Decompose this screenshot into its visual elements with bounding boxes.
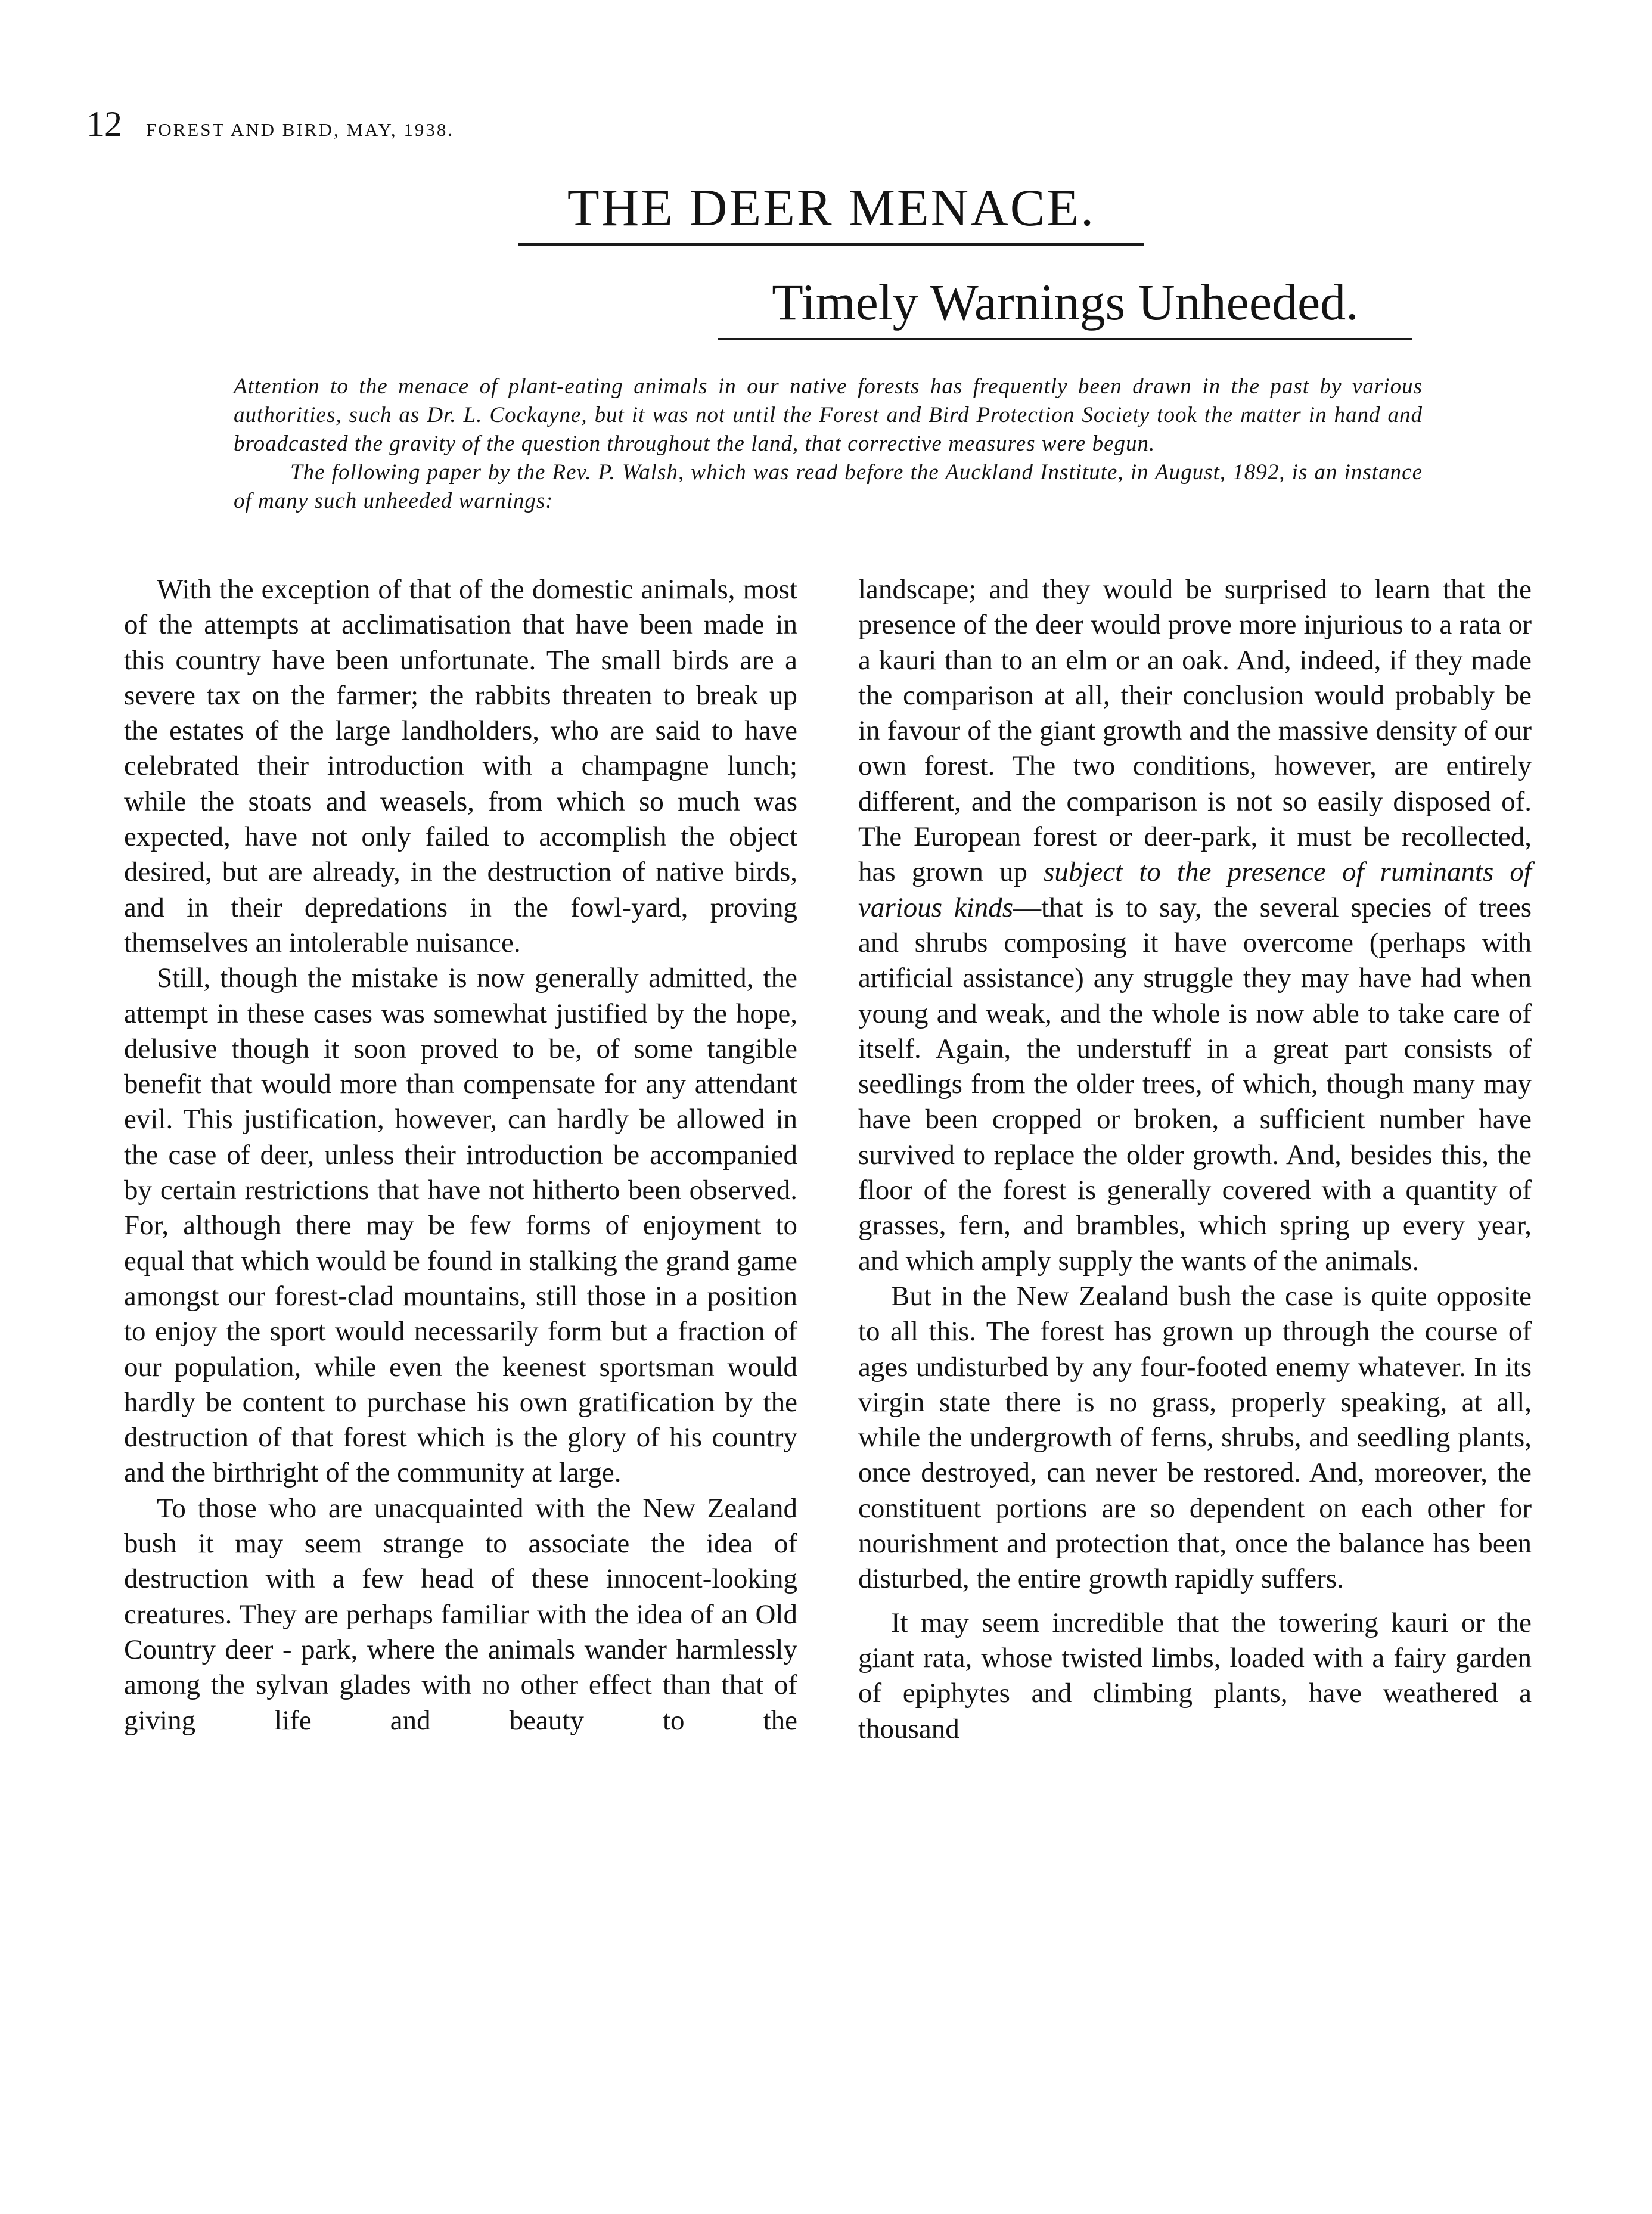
emphasis-text: subject to the presence of ruminants of various kinds <box>858 856 1532 923</box>
page-number: 12 <box>86 104 122 144</box>
body-paragraph <box>858 572 1532 1279</box>
body-paragraph: With the exception of that of the domestic animals, most of the attempts at acclimatisation that have been made in this country have been unfortunate. The small birds are a severe tax on the farmer; the rabbits threaten to break up the estates of the large landholders, who are said to have celebrated their introduction with a champagne lunch; while the stoats and weasels, from which so much was expected, have not only failed to accomplish the object desired, but are already, in the destruction of native birds, and in their depredations in the fowl-yard, proving themselves an intolerable nuisance. <box>124 574 797 958</box>
body-paragraph: To those who are unacquainted with the New Zealand bush it may seem strange to associate the idea of destruction with a few head of these innocent-looking creatures. They are perhaps familiar with the idea of an Old Country deer - park, where the animals wander harmlessly among the sylvan glades with no other effect than that of giving life and beauty to the <box>124 1492 797 1736</box>
subtitle-block <box>718 271 1412 340</box>
body-paragraph: Still, though the mistake is now generally admitted, the attempt in these cases was somewhat justified by the hope, delusive though it soon proved to be, of some tangible benefit that would more than compensate for any attendant evil. This justification, however, can hardly be allowed in the case of deer, unless their introduction be accompanied by certain restrictions that have not hitherto been observed. For, although there may be few forms of enjoyment to equal that which would be found in stalking the grand game amongst our forest-clad mountains, still those in a position to enjoy the sport would necessarily form but a fraction of our population, while even the keenest sportsman would hardly be content to purchase his own gratification by the destruction of that forest which is the glory of his country and the birthright of the community at large. <box>124 962 797 1489</box>
article-intro <box>234 372 1423 516</box>
body-text: —that is to say, the several species of trees and shrubs composing it have overcome (perhaps with artificial assistance) any struggle they may have had when young and weak, and the whole is now able to take care of itself. Again, the understuff in a great part consists of seedlings from the older trees, of which, though many may have been cropped or broken, a sufficient number have survived to replace the older growth. And, besides this, the floor of the forest is generally covered with a quantity of grasses, fern, and brambles, which spring up every year, and which amply supply the wants of the animals. <box>858 892 1532 1277</box>
title-block <box>518 179 1144 246</box>
article-subtitle: Timely Warnings Unheeded. <box>772 274 1359 331</box>
right-column <box>858 572 1532 1747</box>
running-header <box>86 100 802 148</box>
subtitle-underline <box>718 338 1412 340</box>
running-head: FOREST AND BIRD, MAY, 1938. <box>146 119 455 140</box>
body-paragraph: It may seem incredible that the towering kauri or the giant rata, whose twisted limbs, loaded with a fairy garden of epiphytes and climbing plants, have weathered a thousand <box>858 1607 1532 1744</box>
left-column <box>124 572 797 1738</box>
intro-paragraph: Attention to the menace of plant-eating animals in our native forests has frequently been drawn in the past by various authorities, such as Dr. L. Cockayne, but it was not until the Forest and Bird Protection Society took the matter in hand and broadcasted the gravity of the question throughout the land, that corrective measures were begun. <box>234 374 1423 456</box>
article-title: THE DEER MENACE. <box>567 179 1096 237</box>
body-text: landscape; and they would be surprised to learn that the presence of the deer would prove more injurious to a rata or a kauri than to an elm or an oak. And, indeed, if they made the comparison at all, their conclusion would probably be in favour of the giant growth and the massive density of our own forest. The two conditions, however, are entirely different, and the comparison is not so easily disposed of. The European forest or deer-park, it must be recollected, has grown up <box>858 574 1532 888</box>
intro-paragraph: The following paper by the Rev. P. Walsh, which was read before the Auckland Institute, in August, 1892, is an instance of many such unheeded warnings: <box>234 460 1423 513</box>
title-underline <box>518 243 1144 246</box>
body-paragraph: But in the New Zealand bush the case is quite opposite to all this. The forest has grown up through the course of ages undisturbed by any four-footed enemy whatever. In its virgin state there is no grass, properly speaking, at all, while the undergrowth of ferns, shrubs, and seedling plants, once destroyed, can never be restored. And, moreover, the constituent portions are so dependent on each other for nourishment and protection that, once the balance has been disturbed, the entire growth rapidly suffers. <box>858 1280 1532 1595</box>
